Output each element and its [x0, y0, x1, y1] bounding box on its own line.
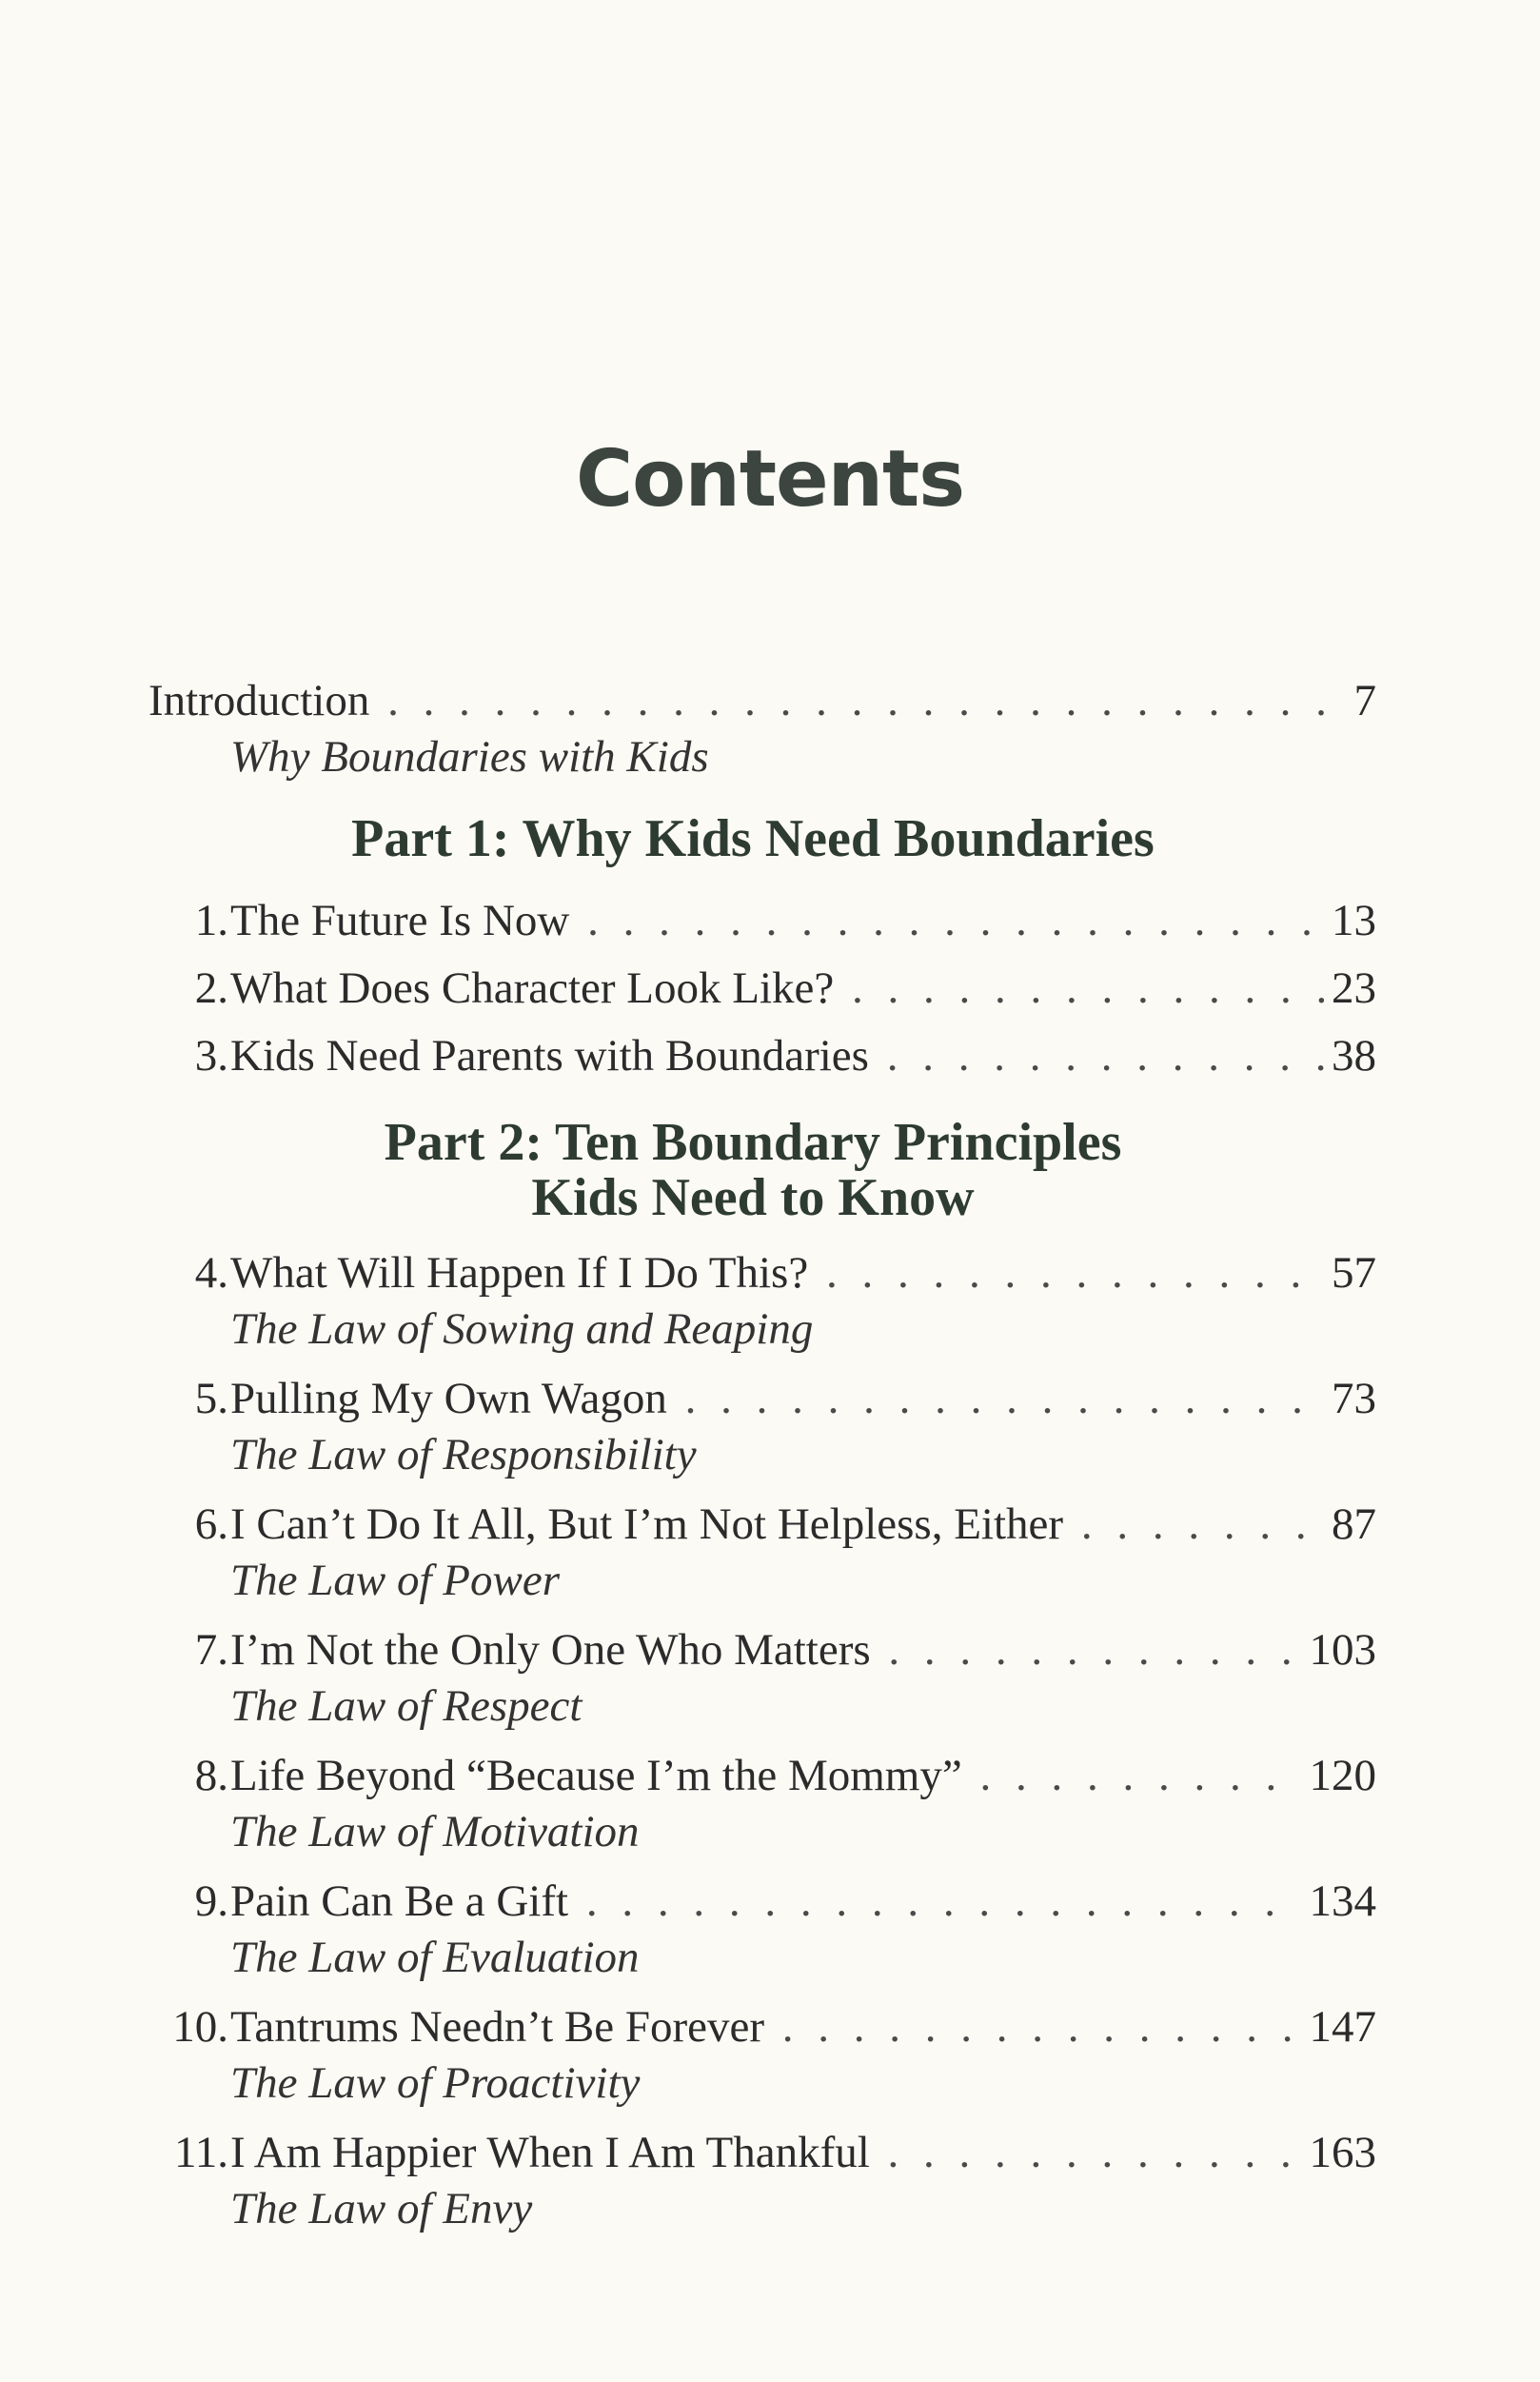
entry-law: The Law of Evaluation [230, 1933, 640, 1982]
toc-entry[interactable] [148, 1496, 1376, 1608]
toc-entry-introduction[interactable] [148, 672, 1376, 784]
entry-title: I’m Not the Only One Who Matters . . . [230, 1621, 1376, 1678]
toc-entry[interactable] [148, 1873, 1376, 1985]
entry-page-number: 23 [1324, 955, 1376, 1022]
toc-entry[interactable] [148, 2124, 1376, 2236]
entry-number: 9. [194, 1876, 228, 1926]
entry-title: The Future Is Now . . . [230, 887, 1376, 955]
entry-title: I Can’t Do It All, But I’m Not Helpless, Either . . . [230, 1496, 1376, 1553]
table-of-contents [148, 672, 1376, 2236]
entry-title: Life Beyond “Because I’m the Mommy” . . . [230, 1747, 1376, 1804]
toc-entry[interactable] [148, 1022, 1376, 1090]
part-heading-2: Part 2: Ten Boundary Principles Kids Need to Know [384, 1113, 1122, 1227]
entry-title: Pain Can Be a Gift . . . [230, 1873, 1376, 1930]
entry-number: 10. [172, 2002, 228, 2052]
entry-title: I Am Happier When I Am Thankful . . . [230, 2124, 1376, 2181]
entry-title: What Will Happen If I Do This? . . . [230, 1244, 1376, 1301]
entry-number: 6. [194, 1499, 228, 1549]
entry-number: 8. [194, 1751, 228, 1800]
entry-page-number: 7 [1347, 672, 1377, 729]
toc-entry[interactable] [148, 1747, 1376, 1859]
entry-page-number: 57 [1324, 1244, 1376, 1301]
entry-title: What Does Character Look Like? . . . [230, 955, 1376, 1022]
entry-page-number: 163 [1302, 2124, 1377, 2181]
entry-number: 2. [194, 963, 228, 1013]
entry-law: The Law of Sowing and Reaping [230, 1304, 814, 1354]
entry-page-number: 38 [1324, 1022, 1376, 1090]
entry-title: Introduction . . . [148, 672, 1376, 729]
entry-law: The Law of Power [230, 1556, 561, 1605]
entry-page-number: 13 [1324, 887, 1376, 955]
entry-number: 3. [194, 1031, 228, 1081]
part-heading-1: Part 1: Why Kids Need Boundaries [351, 809, 1155, 868]
toc-entry[interactable] [148, 1370, 1376, 1482]
entry-law: The Law of Respect [230, 1681, 582, 1731]
entry-page-number: 147 [1302, 1998, 1377, 2055]
entry-number: 5. [194, 1374, 228, 1423]
entry-page-number: 87 [1324, 1496, 1376, 1553]
entry-law: The Law of Envy [230, 2184, 533, 2233]
toc-entry[interactable] [148, 1998, 1376, 2111]
page-title: Contents [575, 434, 965, 525]
entry-law: The Law of Proactivity [230, 2058, 641, 2108]
entry-title: Kids Need Parents with Boundaries . . . [230, 1022, 1376, 1090]
entry-page-number: 134 [1302, 1873, 1377, 1930]
entry-subtitle: Why Boundaries with Kids [230, 732, 709, 782]
toc-entry[interactable] [148, 1244, 1376, 1357]
entry-law: The Law of Responsibility [230, 1430, 697, 1479]
entry-number: 4. [194, 1248, 228, 1298]
entry-page-number: 103 [1302, 1621, 1377, 1678]
entry-number: 7. [194, 1625, 228, 1675]
entry-number: 11. [173, 2128, 228, 2177]
entry-title: Pulling My Own Wagon . . . [230, 1370, 1376, 1427]
entry-page-number: 73 [1324, 1370, 1376, 1427]
toc-entry[interactable] [148, 955, 1376, 1022]
entry-title: Tantrums Needn’t Be Forever . . . [230, 1998, 1376, 2055]
toc-entry[interactable] [148, 1621, 1376, 1734]
entry-law: The Law of Motivation [230, 1807, 640, 1856]
toc-entry[interactable] [148, 887, 1376, 955]
entry-number: 1. [194, 896, 228, 945]
entry-page-number: 120 [1302, 1747, 1377, 1804]
